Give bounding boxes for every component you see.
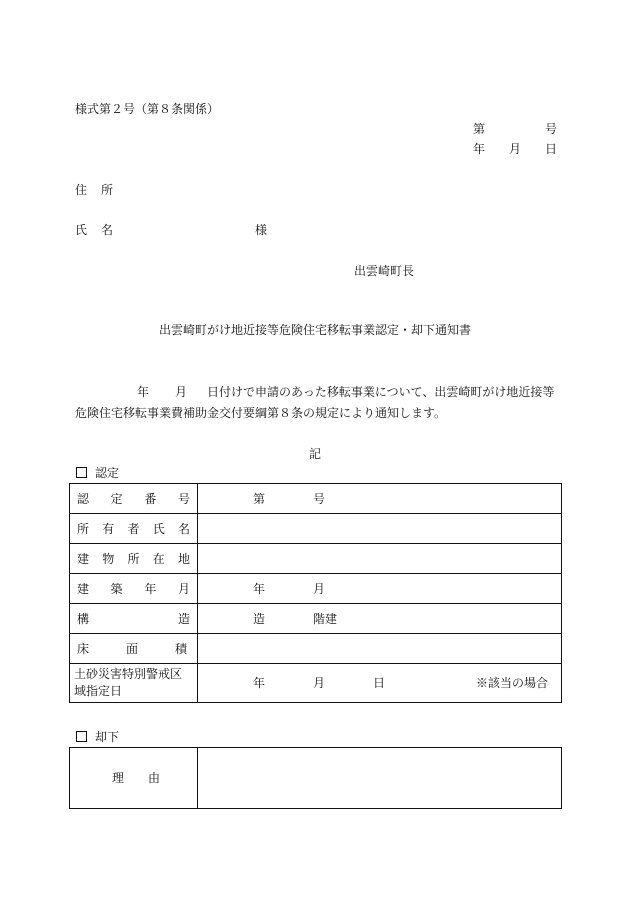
floor-area-field[interactable] (198, 634, 562, 664)
label-char: 構 (77, 611, 90, 626)
label-cell (70, 574, 198, 604)
table-row (70, 574, 562, 604)
label-cell (70, 514, 198, 544)
table-row (70, 544, 562, 574)
label-char: 年 (144, 581, 157, 596)
address-label (75, 183, 113, 197)
label-cell (70, 484, 198, 514)
name-label (75, 223, 113, 237)
structure-field[interactable] (198, 604, 562, 634)
address-label-char-1: 住 (75, 183, 88, 197)
value-structure: 造 (253, 611, 266, 626)
label-char: 月 (177, 581, 190, 596)
label-char: 在 (152, 551, 165, 566)
name-label-char-2: 名 (100, 223, 113, 237)
number-prefix: 第 (473, 122, 486, 136)
label-char: 床 (77, 641, 90, 656)
label-cell (70, 604, 198, 634)
label-char: 地 (177, 551, 190, 566)
body-month: 月 (175, 385, 188, 399)
construction-date-field[interactable] (198, 574, 562, 604)
value-month: 月 (313, 581, 326, 596)
document-title: 出雲崎町がけ地近接等危険住宅移転事業認定・却下通知書 (158, 323, 471, 337)
owner-name-field[interactable] (198, 514, 562, 544)
value-day: 日 (373, 676, 386, 690)
body-line-2: 危険住宅移転事業費補助金交付要綱第８条の規定により通知します。 (75, 406, 447, 420)
label-char: 積 (174, 641, 187, 656)
rejection-heading-label: 却下 (95, 730, 120, 744)
applicable-note: ※該当の場合 (476, 676, 549, 690)
document-number-line (473, 122, 557, 136)
reason-label-char-1: 理 (112, 771, 125, 785)
date-day: 日 (544, 142, 557, 156)
reason-label-cell (70, 748, 198, 809)
ki-mark: 記 (308, 447, 321, 461)
approval-heading-label: 認定 (95, 466, 120, 480)
warning-zone-date-field[interactable] (198, 664, 562, 703)
label-char: 建 (77, 581, 90, 596)
rejection-checkbox[interactable] (76, 731, 87, 742)
table-row (70, 514, 562, 544)
table-row (70, 604, 562, 634)
body-line-1 (75, 385, 557, 399)
date-month: 月 (508, 142, 521, 156)
body-year: 年 (137, 385, 150, 399)
label-char: 築 (110, 581, 123, 596)
table-row (70, 664, 562, 703)
certification-number-field[interactable] (198, 484, 562, 514)
label-char: 物 (102, 551, 115, 566)
label-char: 氏 (152, 521, 165, 536)
label-char: 造 (177, 611, 190, 626)
honorific-sama: 様 (255, 223, 268, 237)
rejection-heading (76, 730, 119, 744)
address-label-char-2: 所 (100, 183, 113, 197)
value-month: 月 (313, 676, 326, 690)
table-row (70, 484, 562, 514)
label-char: 認 (77, 491, 90, 506)
approval-checkbox[interactable] (76, 467, 87, 478)
issuer-mayor: 出雲崎町長 (354, 264, 415, 278)
document-date-line (473, 142, 557, 156)
label-cell (70, 634, 198, 664)
body-day-text: 日付けで申請のあった移転事業について、出雲崎町がけ地近接等 (207, 385, 555, 399)
label-char: 定 (110, 491, 123, 506)
label-line-2: 域指定日 (74, 684, 123, 698)
table-row (70, 634, 562, 664)
label-char: 有 (102, 521, 115, 536)
number-suffix: 号 (313, 491, 326, 506)
reason-label-char-2: 由 (148, 771, 161, 785)
form-number-label: 様式第２号（第８条関係） (75, 102, 220, 116)
label-char: 番 (144, 491, 157, 506)
label-char: 所 (127, 551, 140, 566)
value-floors: 階建 (313, 611, 338, 626)
approval-table (69, 483, 562, 703)
date-year: 年 (473, 142, 486, 156)
rejection-table (69, 747, 562, 809)
label-char: 面 (125, 641, 138, 656)
value-year: 年 (253, 581, 266, 596)
table-row (70, 748, 562, 809)
label-cell (70, 544, 198, 574)
number-prefix: 第 (253, 491, 266, 506)
reason-field[interactable] (198, 748, 562, 809)
label-line-1: 土砂災害特別警戒区 (74, 667, 183, 681)
number-suffix: 号 (544, 122, 557, 136)
label-char: 建 (77, 551, 90, 566)
value-year: 年 (253, 676, 266, 690)
building-location-field[interactable] (198, 544, 562, 574)
label-char: 所 (77, 521, 90, 536)
name-label-char-1: 氏 (75, 223, 88, 237)
label-char: 者 (127, 521, 140, 536)
approval-heading (76, 466, 119, 480)
label-char: 号 (177, 491, 190, 506)
label-cell (70, 664, 198, 703)
label-char: 名 (177, 521, 190, 536)
